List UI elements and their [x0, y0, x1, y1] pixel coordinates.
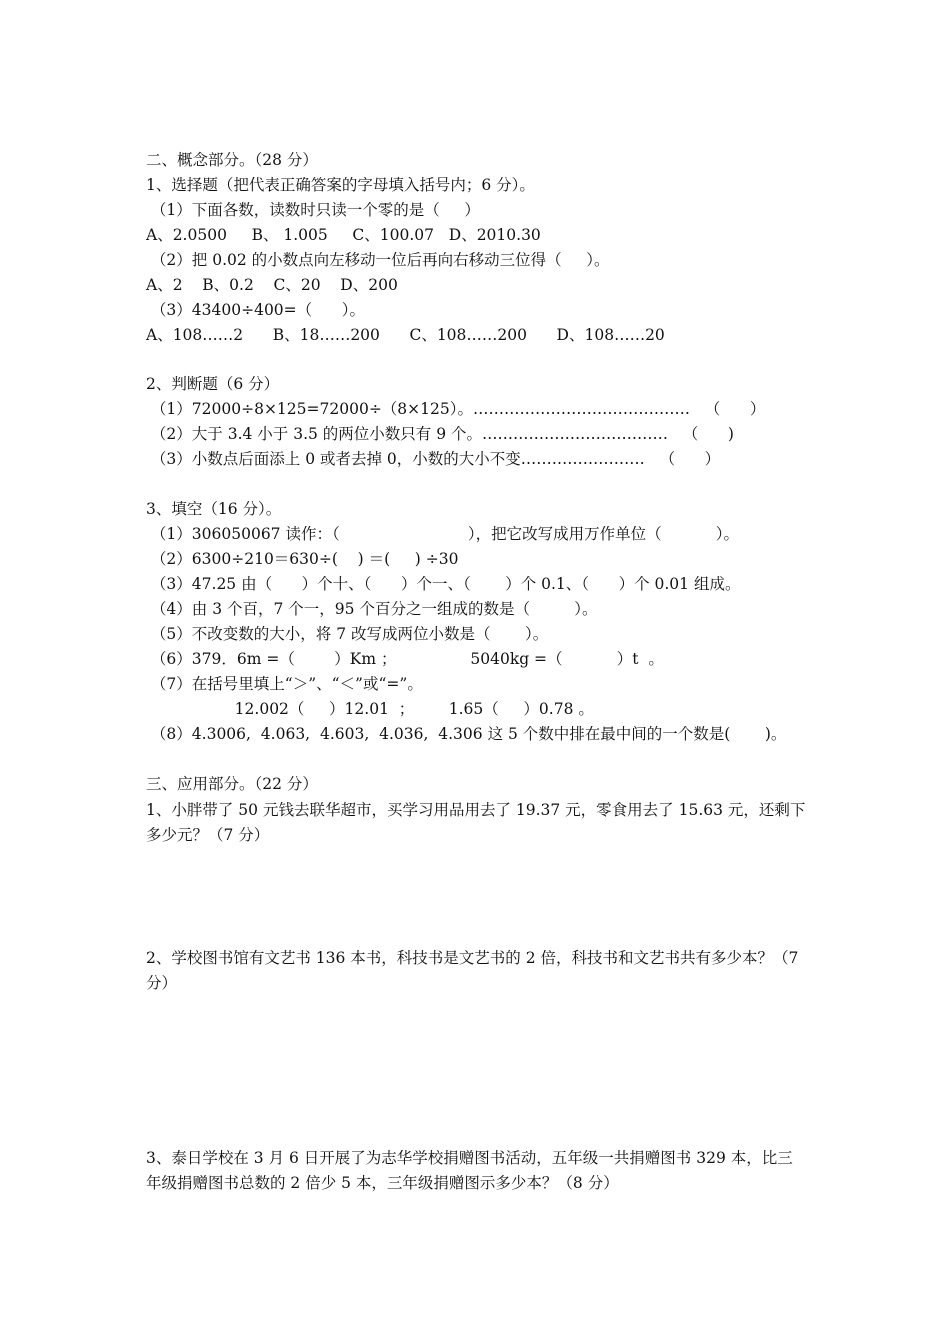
section2-title: 二、概念部分。（28 分）	[146, 151, 318, 169]
word-problem-1: 1、小胖带了 50 元钱去联华超市，买学习用品用去了 19.37 元，零食用去了 15.63 元，还剩下多少元？（7 分）	[146, 801, 806, 844]
q3-title: 3、填空（16 分）。	[146, 500, 282, 518]
q2-title: 2、判断题（6 分）	[146, 375, 280, 393]
q3-item: （3）47.25 由（ ）个十、（ ）个一、（ ）个 0.1、（ ）个 0.01 组成。	[146, 575, 741, 593]
q3-item: （7）在括号里填上“＞”、“＜”或“=”。	[146, 675, 423, 693]
q2-item: （3）小数点后面添上 0 或者去掉 0，小数的大小不变…………………… （ ）	[146, 450, 721, 468]
word-problem-3: 3、泰日学校在 3 月 6 日开展了为志华学校捐赠图书活动，五年级一共捐赠图书 329 本，比三年级捐赠图书总数的 2 倍少 5 本，三年级捐赠图示多少本？（8 分）	[146, 1149, 793, 1192]
q1-item: A、108……2 B、18……200 C、108……200 D、108……20	[146, 326, 665, 344]
q1-title: 1、选择题（把代表正确答案的字母填入括号内；6 分）。	[146, 176, 535, 194]
q3-item: 12.002（ ）12.01 ； 1.65（ ）0.78 。	[146, 700, 594, 718]
q1-item: A、2.0500 B、 1.005 C、100.07 D、2010.30	[146, 226, 541, 244]
q3-item: （1）306050067 读作：（ ），把它改写成用万作单位（ ）。	[146, 525, 740, 543]
q2-item: （2）大于 3.4 小于 3.5 的两位小数只有 9 个。……………………………… （ )	[146, 425, 734, 443]
word-problem-2: 2、学校图书馆有文艺书 136 本书，科技书是文艺书的 2 倍，科技书和文艺书共有多少本？（7 分）	[146, 949, 799, 992]
q1-item: A、2 B、0.2 C、20 D、200	[146, 276, 398, 294]
q1-item: （1）下面各数，读数时只读一个零的是（ ）	[146, 201, 480, 219]
q3-item: （4）由 3 个百，7 个一，95 个百分之一组成的数是（ ）。	[146, 600, 598, 618]
section3-title: 三、应用部分。（22 分）	[146, 775, 318, 793]
q1-item: （3）43400÷400=（ ）。	[146, 301, 365, 319]
q3-item: （5）不改变数的大小，将 7 改写成两位小数是（ ）。	[146, 625, 549, 643]
q3-item: （8）4.3006, 4.063, 4.603, 4.036, 4.306 这 5 个数中排在最中间的一个数是( )。	[146, 725, 787, 743]
q3-item: （2）6300÷210＝630÷( ) ＝( ) ÷30	[146, 550, 459, 568]
q3-item: （6）379．6m =（ ）Km ； 5040kg =（ ）t 。	[146, 650, 664, 668]
q1-item: （2）把 0.02 的小数点向左移动一位后再向右移动三位得（ ）。	[146, 251, 610, 269]
q2-item: （1）72000÷8×125=72000÷（8×125）。…………………………………… （ ）	[146, 400, 766, 418]
